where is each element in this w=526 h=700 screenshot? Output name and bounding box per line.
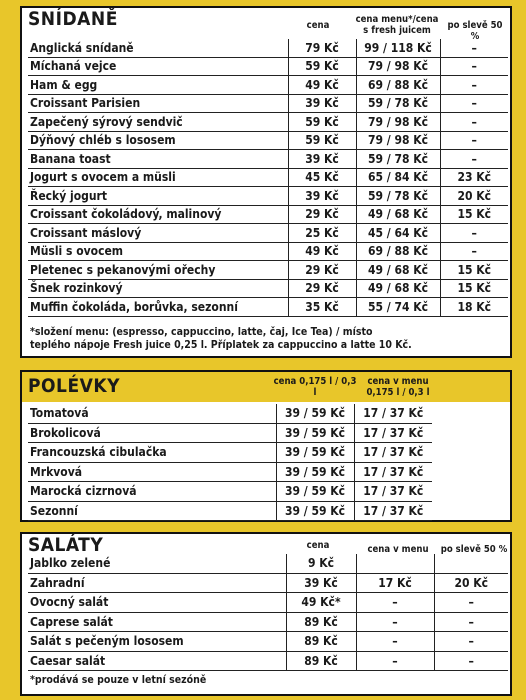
table-row bbox=[28, 57, 508, 76]
cell-menu: 49 / 68 Kč bbox=[356, 205, 440, 224]
cell-discount: – bbox=[434, 612, 508, 632]
cell-price: 49 Kč bbox=[288, 76, 356, 95]
table-row bbox=[28, 224, 508, 243]
cell-price: 59 Kč bbox=[288, 113, 356, 132]
cell-menu: – bbox=[356, 593, 434, 613]
cell-discount: 15 Kč bbox=[440, 205, 508, 224]
cell-menu: 55 / 74 Kč bbox=[356, 298, 440, 317]
cell-price: 35 Kč bbox=[288, 298, 356, 317]
salads-title: SALÁTY bbox=[28, 534, 104, 556]
breakfast-note bbox=[30, 326, 412, 352]
cell-discount: – bbox=[434, 651, 508, 671]
table-row bbox=[28, 443, 432, 463]
cell-name: Zapečený sýrový sendvič bbox=[28, 113, 288, 132]
cell-price: 39 / 59 Kč bbox=[276, 443, 354, 463]
cell-discount: 20 Kč bbox=[434, 573, 508, 593]
cell-name: Croissant čokoládový, malinový bbox=[28, 205, 288, 224]
cell-menu: 45 / 64 Kč bbox=[356, 224, 440, 243]
table-row bbox=[28, 168, 508, 187]
salads-col-menu: cena v menu bbox=[367, 544, 429, 555]
breakfast-table bbox=[28, 39, 508, 317]
cell-menu: 17 / 37 Kč bbox=[354, 501, 432, 521]
cell-price: 79 Kč bbox=[288, 39, 356, 57]
cell-price: 89 Kč bbox=[286, 651, 356, 671]
salads-panel bbox=[20, 532, 512, 696]
table-row bbox=[28, 573, 508, 593]
cell-menu: 17 / 37 Kč bbox=[354, 404, 432, 423]
table-row bbox=[28, 242, 508, 261]
soups-title: POLÉVKY bbox=[28, 375, 120, 397]
cell-price: 45 Kč bbox=[288, 168, 356, 187]
cell-menu: 69 / 88 Kč bbox=[356, 76, 440, 95]
cell-discount: – bbox=[440, 94, 508, 113]
table-row bbox=[28, 279, 508, 298]
cell-name: Muffin čokoláda, borůvka, sezonní bbox=[28, 298, 288, 317]
cell-name: Ovocný salát bbox=[28, 593, 286, 613]
cell-price: 49 Kč* bbox=[286, 593, 356, 613]
table-row bbox=[28, 482, 432, 502]
cell-price: 39 / 59 Kč bbox=[276, 404, 354, 423]
table-row bbox=[28, 404, 432, 423]
cell-name: Müsli s ovocem bbox=[28, 242, 288, 261]
cell-menu: 99 / 118 Kč bbox=[356, 39, 440, 57]
cell-menu: – bbox=[356, 632, 434, 652]
cell-menu: 59 / 78 Kč bbox=[356, 94, 440, 113]
cell-discount: – bbox=[440, 76, 508, 95]
cell-price: 39 Kč bbox=[288, 187, 356, 206]
table-row bbox=[28, 593, 508, 613]
salads-table bbox=[28, 554, 508, 671]
cell-menu: 17 Kč bbox=[356, 573, 434, 593]
cell-discount: – bbox=[440, 131, 508, 150]
cell-discount: – bbox=[440, 242, 508, 261]
cell-menu: 69 / 88 Kč bbox=[356, 242, 440, 261]
cell-discount: – bbox=[440, 113, 508, 132]
cell-menu: 17 / 37 Kč bbox=[354, 423, 432, 443]
cell-price: 29 Kč bbox=[288, 261, 356, 280]
table-row bbox=[28, 651, 508, 671]
cell-discount: – bbox=[434, 632, 508, 652]
cell-name: Dýňový chléb s lososem bbox=[28, 131, 288, 150]
cell-name: Šnek rozinkový bbox=[28, 279, 288, 298]
cell-discount: 23 Kč bbox=[440, 168, 508, 187]
soups-col-menu: cena v menu 0,175 l / 0,3 l bbox=[366, 376, 430, 398]
cell-discount: – bbox=[440, 57, 508, 76]
table-row bbox=[28, 76, 508, 95]
cell-price: 39 / 59 Kč bbox=[276, 501, 354, 521]
table-row bbox=[28, 632, 508, 652]
table-row bbox=[28, 150, 508, 169]
cell-discount: – bbox=[434, 593, 508, 613]
salads-col-price: cena bbox=[306, 540, 330, 551]
cell-price: 25 Kč bbox=[288, 224, 356, 243]
cell-price: 59 Kč bbox=[288, 131, 356, 150]
cell-price: 59 Kč bbox=[288, 57, 356, 76]
cell-discount: 18 Kč bbox=[440, 298, 508, 317]
cell-menu: 17 / 37 Kč bbox=[354, 443, 432, 463]
breakfast-col-price: cena bbox=[306, 20, 330, 31]
breakfast-col-discount: po slevě 50 % bbox=[447, 20, 503, 42]
cell-menu: 79 / 98 Kč bbox=[356, 131, 440, 150]
cell-menu: – bbox=[356, 612, 434, 632]
cell-price: 39 Kč bbox=[288, 150, 356, 169]
table-row bbox=[28, 501, 432, 521]
soups-table bbox=[28, 404, 432, 521]
cell-menu: – bbox=[356, 651, 434, 671]
cell-name: Salát s pečeným lososem bbox=[28, 632, 286, 652]
table-row bbox=[28, 113, 508, 132]
cell-name: Zahradní bbox=[28, 573, 286, 593]
cell-menu: 17 / 37 Kč bbox=[354, 482, 432, 502]
table-row bbox=[28, 462, 432, 482]
cell-price: 89 Kč bbox=[286, 612, 356, 632]
table-row bbox=[28, 261, 508, 280]
breakfast-note-line1: *složení menu: (espresso, cappuccino, latte, čaj, Ice Tea) / místo bbox=[30, 326, 373, 338]
cell-name: Řecký jogurt bbox=[28, 187, 288, 206]
cell-name: Caesar salát bbox=[28, 651, 286, 671]
cell-price: 39 Kč bbox=[286, 573, 356, 593]
cell-name: Mrkvová bbox=[28, 462, 276, 482]
cell-menu: 79 / 98 Kč bbox=[356, 113, 440, 132]
cell-discount: 15 Kč bbox=[440, 261, 508, 280]
table-row bbox=[28, 39, 508, 57]
soups-col-price: cena 0,175 l / 0,3 l bbox=[273, 376, 357, 398]
cell-menu: 49 / 68 Kč bbox=[356, 279, 440, 298]
breakfast-note-line2: teplého nápoje Fresh juice 0,25 l. Příplatek za cappuccino a latte 10 Kč. bbox=[30, 339, 412, 351]
cell-name: Jogurt s ovocem a müsli bbox=[28, 168, 288, 187]
table-row bbox=[28, 205, 508, 224]
table-row bbox=[28, 187, 508, 206]
cell-price: 29 Kč bbox=[288, 279, 356, 298]
cell-name: Caprese salát bbox=[28, 612, 286, 632]
cell-name: Pletenec s pekanovými ořechy bbox=[28, 261, 288, 280]
cell-discount: 20 Kč bbox=[440, 187, 508, 206]
table-row bbox=[28, 298, 508, 317]
cell-discount bbox=[434, 554, 508, 573]
cell-menu: 17 / 37 Kč bbox=[354, 462, 432, 482]
cell-name: Banana toast bbox=[28, 150, 288, 169]
cell-discount: – bbox=[440, 39, 508, 57]
cell-price: 39 Kč bbox=[288, 94, 356, 113]
cell-name: Francouzská cibulačka bbox=[28, 443, 276, 463]
cell-price: 39 / 59 Kč bbox=[276, 482, 354, 502]
cell-name: Croissant Parisien bbox=[28, 94, 288, 113]
table-row bbox=[28, 423, 432, 443]
cell-price: 49 Kč bbox=[288, 242, 356, 261]
cell-discount: – bbox=[440, 150, 508, 169]
cell-price: 9 Kč bbox=[286, 554, 356, 573]
cell-name: Ham & egg bbox=[28, 76, 288, 95]
cell-discount: – bbox=[440, 224, 508, 243]
cell-price: 89 Kč bbox=[286, 632, 356, 652]
cell-price: 39 / 59 Kč bbox=[276, 423, 354, 443]
cell-menu: 49 / 68 Kč bbox=[356, 261, 440, 280]
cell-name: Tomatová bbox=[28, 404, 276, 423]
soups-panel bbox=[20, 370, 512, 522]
cell-price: 39 / 59 Kč bbox=[276, 462, 354, 482]
cell-name: Marocká cizrnová bbox=[28, 482, 276, 502]
breakfast-panel bbox=[20, 6, 512, 358]
salads-col-discount: po slevě 50 % bbox=[440, 544, 508, 555]
table-row bbox=[28, 94, 508, 113]
cell-price: 29 Kč bbox=[288, 205, 356, 224]
table-row bbox=[28, 554, 508, 573]
cell-name: Brokolicová bbox=[28, 423, 276, 443]
breakfast-title: SNÍDANĚ bbox=[28, 8, 118, 30]
table-row bbox=[28, 131, 508, 150]
cell-name: Croissant máslový bbox=[28, 224, 288, 243]
cell-menu: 79 / 98 Kč bbox=[356, 57, 440, 76]
cell-menu: 65 / 84 Kč bbox=[356, 168, 440, 187]
cell-menu: 59 / 78 Kč bbox=[356, 150, 440, 169]
breakfast-col-menu: cena menu*/cena s fresh juicem bbox=[355, 14, 439, 36]
cell-menu bbox=[356, 554, 434, 573]
cell-menu: 59 / 78 Kč bbox=[356, 187, 440, 206]
cell-name: Anglická snídaně bbox=[28, 39, 288, 57]
cell-discount: 15 Kč bbox=[440, 279, 508, 298]
cell-name: Jablko zelené bbox=[28, 554, 286, 573]
cell-name: Míchaná vejce bbox=[28, 57, 288, 76]
table-row bbox=[28, 612, 508, 632]
cell-name: Sezonní bbox=[28, 501, 276, 521]
salads-note: *prodává se pouze v letní sezóně bbox=[30, 674, 207, 686]
